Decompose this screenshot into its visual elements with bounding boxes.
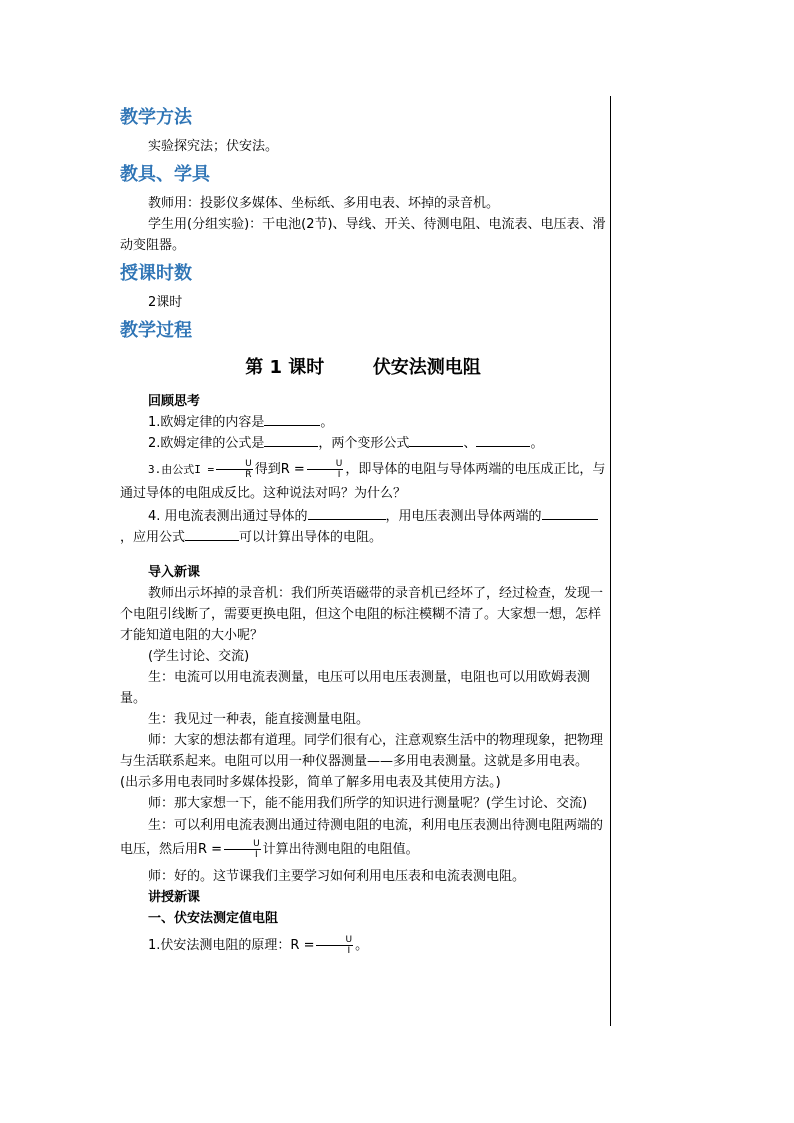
review-q4: 4. 用电流表测出通过导体的 ，用电压表测出导体两端的，应用公式 可以计算出导体的电阻。 bbox=[120, 506, 606, 548]
answer-blank bbox=[185, 527, 239, 541]
intro-p3: 生：电流可以用电流表测量，电压可以用电压表测量，电阻也可以用欧姆表测量。 bbox=[120, 670, 591, 706]
intro-p1: 教师出示坏掉的录音机：我们所英语磁带的录音机已经坏了，经过检查，发现一个电阻引线断了，需要更换电阻，但这个电阻的标注模糊不清了。大家想一想，怎样才能知道电阻的大小呢？ bbox=[120, 586, 604, 643]
tools-student: 学生用(分组实验)：干电池(2节)、导线、开关、待测电阻、电流表、电压表、滑动变阻器。 bbox=[120, 217, 606, 253]
answer-blank bbox=[264, 412, 320, 426]
intro-heading: 导入新课 bbox=[148, 565, 201, 580]
intro-p8: 师：好的。这节课我们主要学习如何利用电压表和电流表测电阻。 bbox=[148, 869, 526, 884]
fraction: $\frac{U}{I}$ bbox=[316, 935, 353, 956]
answer-blank bbox=[308, 506, 386, 520]
hours-heading: 授课时数 bbox=[120, 263, 192, 284]
new-lesson-item1: 1.伏安法测电阻的原理：R = $\frac{U}{I}$ 。 bbox=[148, 935, 369, 956]
lesson-name: 伏安法测电阻 bbox=[372, 357, 481, 378]
intro-p6: 师：那大家想一下，能不能用我们所学的知识进行测量呢？(学生讨论、交流) bbox=[148, 796, 588, 811]
intro-p7: 生：可以利用电流表测出通过待测电阻的电流，利用电压表测出待测电阻两端的电压，然后用R = $\frac{U}{I}$ 计算出待测电阻的电阻值。 bbox=[120, 818, 604, 860]
review-q1: 1.欧姆定律的内容是 。 bbox=[120, 412, 606, 433]
answer-blank bbox=[409, 433, 463, 447]
review-q3: 3.由公式I = $\frac{U}{R}$ 得到R = $\frac{U}{I}$ ，即导体的电阻与导体两端的电压成正比，与通过导体的电阻成反比。这种说法对吗？为什么？ bbox=[120, 459, 606, 501]
tools-heading: 教具、学具 bbox=[120, 164, 210, 185]
answer-blank bbox=[476, 433, 530, 447]
lesson-title bbox=[120, 355, 606, 381]
tools-teacher: 教师用：投影仪多媒体、坐标纸、多用电表、坏掉的录音机。 bbox=[148, 196, 500, 211]
intro-p4: 生：我见过一种表，能直接测量电阻。 bbox=[148, 712, 370, 727]
fraction: $\frac{U}{I}$ bbox=[307, 459, 344, 480]
answer-blank bbox=[542, 506, 598, 520]
method-heading: 教学方法 bbox=[120, 107, 192, 128]
hours-text: 2课时 bbox=[148, 295, 183, 310]
intro-p5: 师：大家的想法都有道理。同学们很有心，注意观察生活中的物理现象，把物理与生活联系起来。电阻可以用一种仪器测量——多用电表测量。这就是多用电表。(出示多用电表同时多媒体投影，简单了解多用电表及其使用方法。) bbox=[120, 733, 604, 790]
answer-blank bbox=[264, 433, 318, 447]
right-margin-rule bbox=[610, 96, 611, 1026]
intro-p2: (学生讨论、交流) bbox=[148, 649, 250, 664]
lesson-number: 第 1 课时 bbox=[245, 357, 325, 378]
review-q2: 2.欧姆定律的公式是 ，两个变形公式 、 。 bbox=[120, 433, 606, 454]
new-lesson-heading: 讲授新课 bbox=[148, 890, 201, 905]
method-text: 实验探究法；伏安法。 bbox=[148, 139, 279, 154]
process-heading: 教学过程 bbox=[120, 320, 192, 341]
fraction: $\frac{U}{I}$ bbox=[224, 839, 261, 860]
fraction: $\frac{U}{R}$ bbox=[216, 459, 253, 480]
new-lesson-sub1: 一、伏安法测定值电阻 bbox=[148, 911, 279, 926]
review-heading: 回顾思考 bbox=[148, 394, 201, 409]
document-body bbox=[120, 104, 606, 959]
